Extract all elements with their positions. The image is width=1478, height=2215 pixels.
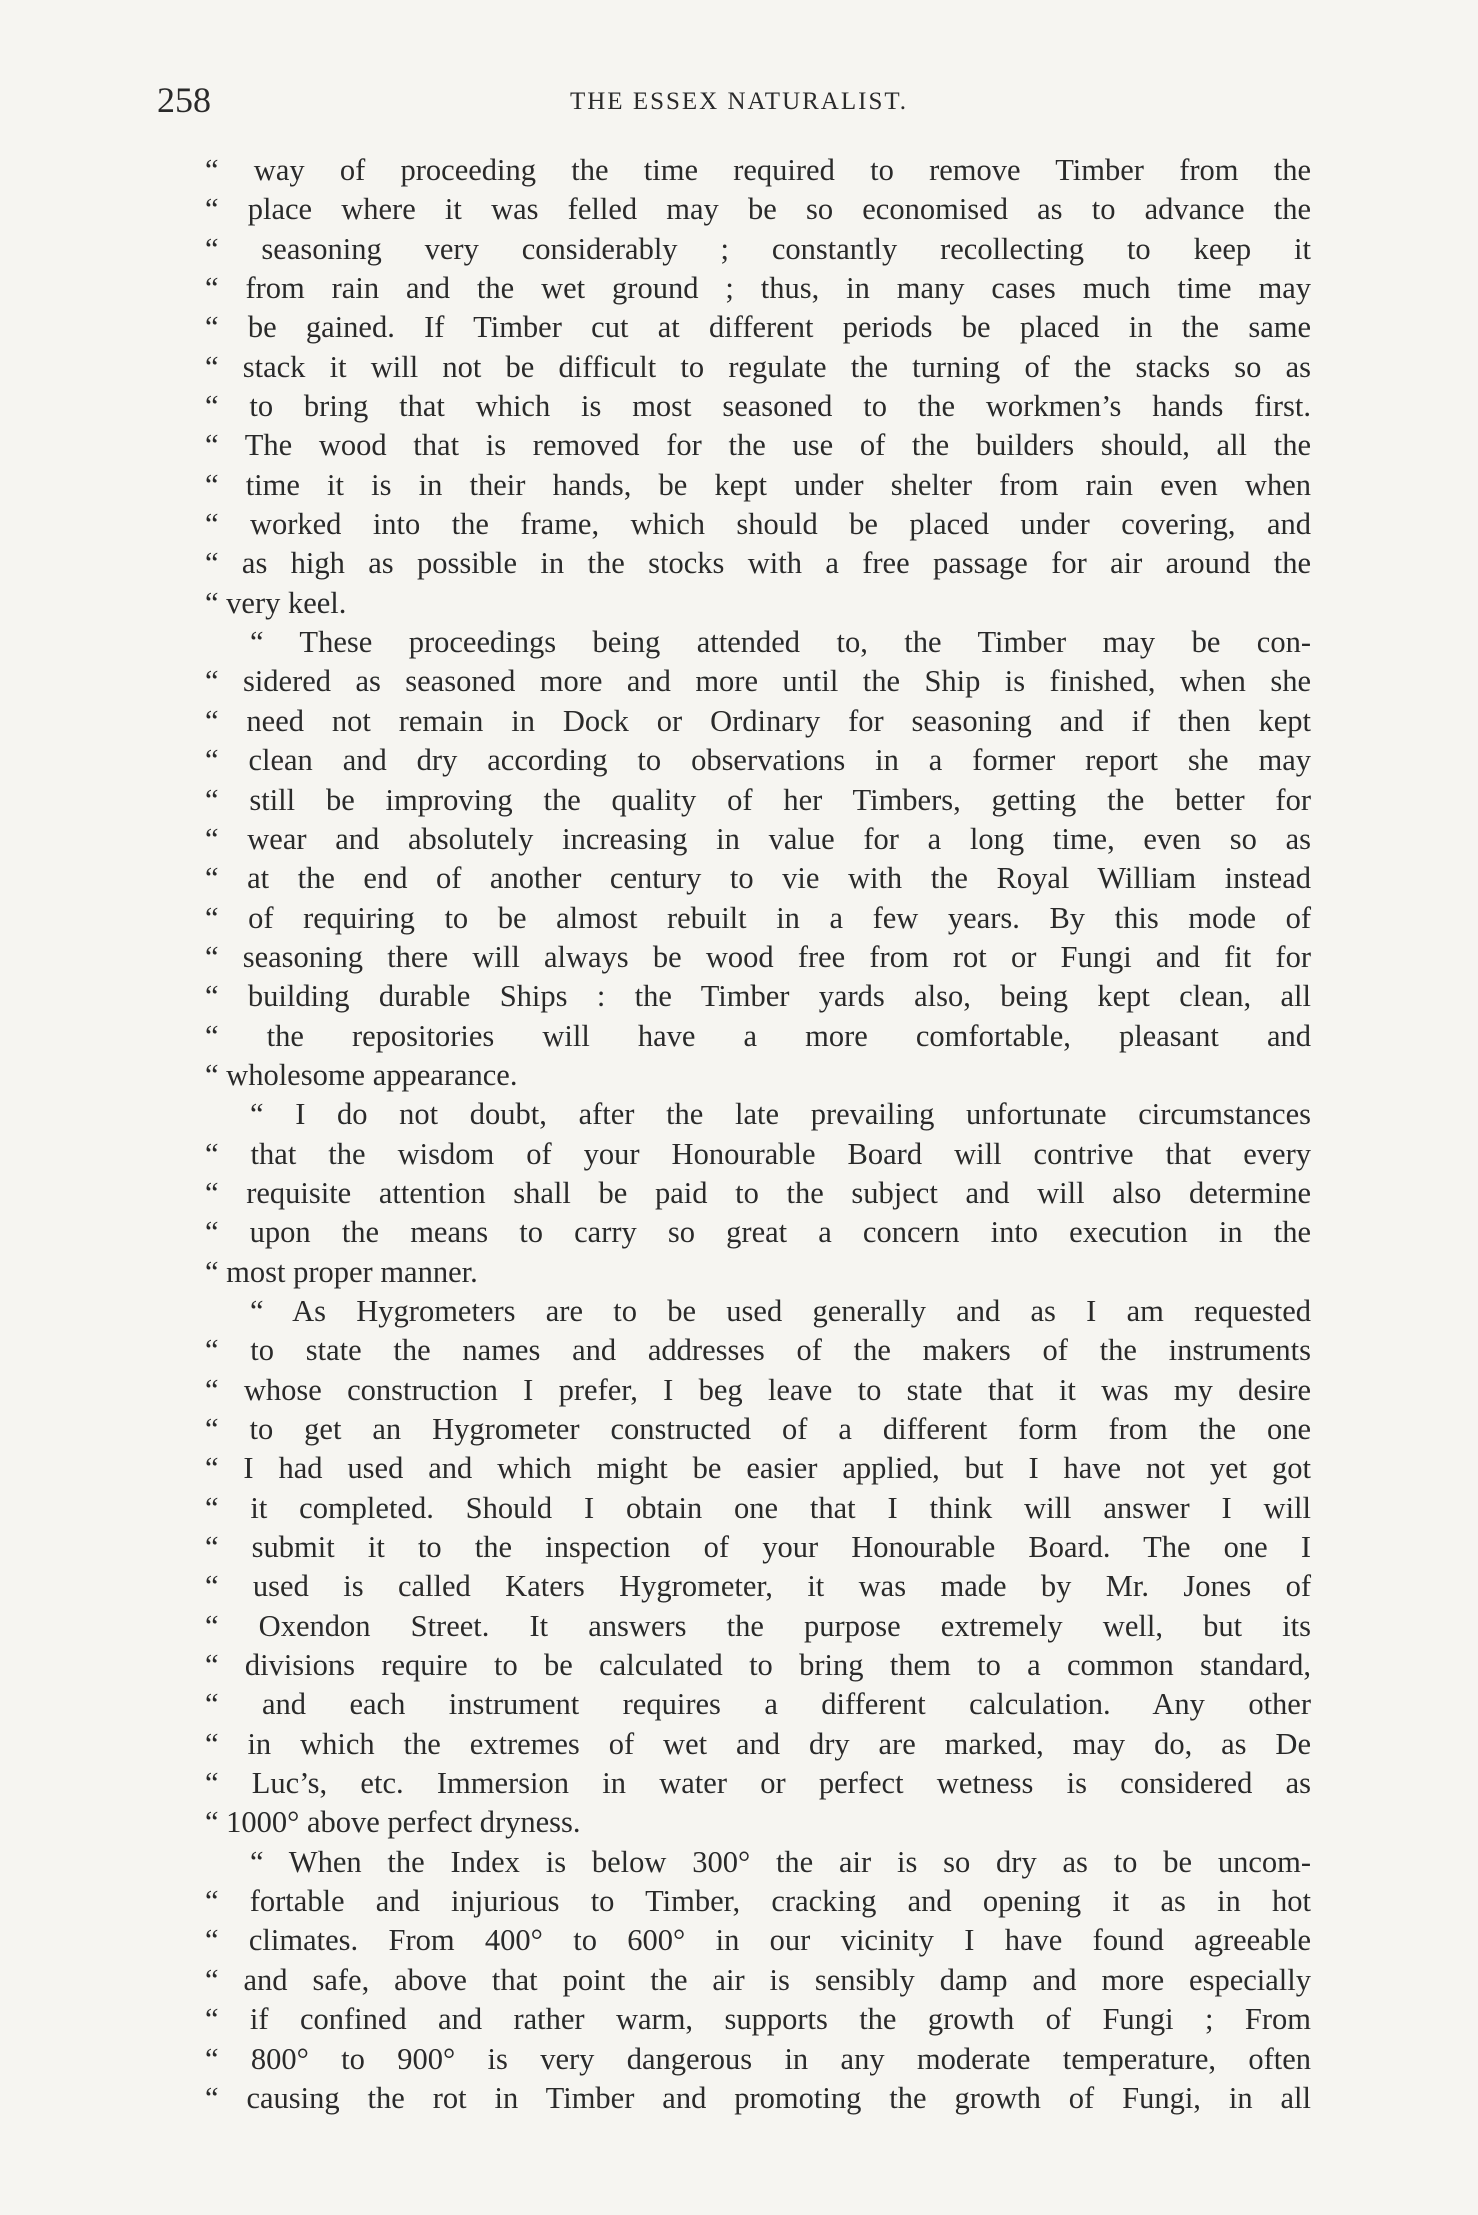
text-line: “ time it is in their hands, be kept under shelter from rain even when bbox=[205, 467, 1311, 502]
text-line: “ climates. From 400° to 600° in our vicinity I have found agreeable bbox=[205, 1923, 1311, 1958]
text-line: “ I had used and which might be easier applied, but I have not yet got bbox=[205, 1451, 1311, 1486]
text-line: “ in which the extremes of wet and dry are marked, may do, as De bbox=[205, 1726, 1311, 1761]
text-line: “ wear and absolutely increasing in value for a long time, even so as bbox=[205, 821, 1311, 856]
text-line: “ Oxendon Street. It answers the purpose extremely well, but its bbox=[205, 1608, 1311, 1643]
text-line: “ When the Index is below 300° the air is so dry as to be uncom- bbox=[250, 1844, 1311, 1879]
text-line: “ place where it was felled may be so economised as to advance the bbox=[205, 192, 1311, 227]
text-line: “ as high as possible in the stocks with a free passage for air around the bbox=[205, 546, 1311, 581]
text-line: “ I do not doubt, after the late prevailing unfortunate circumstances bbox=[250, 1097, 1311, 1132]
text-line: “ if confined and rather warm, supports the growth of Fungi ; From bbox=[205, 2002, 1311, 2037]
text-line: “ wholesome appearance. bbox=[205, 1057, 518, 1092]
text-line: “ it completed. Should I obtain one that I think will answer I will bbox=[205, 1490, 1311, 1525]
text-line: “ seasoning very considerably ; constantly recollecting to keep it bbox=[205, 231, 1311, 266]
text-line: “ way of proceeding the time required to remove Timber from the bbox=[205, 153, 1311, 187]
text-line: “ divisions require to be calculated to bring them to a common standard, bbox=[205, 1648, 1311, 1683]
text-line: “ used is called Katers Hygrometer, it was made by Mr. Jones of bbox=[205, 1569, 1311, 1604]
text-line: “ from rain and the wet ground ; thus, in many cases much time may bbox=[205, 271, 1311, 306]
text-line: “ 800° to 900° is very dangerous in any moderate temperature, often bbox=[205, 2041, 1311, 2076]
text-line: “ Luc’s, etc. Immersion in water or perfect wetness is considered as bbox=[205, 1766, 1311, 1801]
text-line: “ whose construction I prefer, I beg leave to state that it was my desire bbox=[205, 1372, 1311, 1407]
text-line: “ building durable Ships : the Timber yards also, being kept clean, all bbox=[205, 979, 1311, 1014]
text-line: “ to state the names and addresses of the makers of the instruments bbox=[205, 1333, 1311, 1368]
text-line: “ clean and dry according to observations in a former report she may bbox=[205, 743, 1311, 778]
text-line: “ and safe, above that point the air is sensibly damp and more especially bbox=[205, 1962, 1311, 1997]
text-line: “ The wood that is removed for the use of the builders should, all the bbox=[205, 428, 1311, 463]
text-line: “ need not remain in Dock or Ordinary for seasoning and if then kept bbox=[205, 703, 1311, 738]
text-line: “ requisite attention shall be paid to the subject and will also determine bbox=[205, 1175, 1311, 1210]
text-line: “ seasoning there will always be wood free from rot or Fungi and fit for bbox=[205, 939, 1311, 974]
page-header bbox=[157, 78, 1321, 122]
text-line: “ sidered as seasoned more and more until the Ship is finished, when she bbox=[205, 664, 1311, 699]
text-line: “ These proceedings being attended to, the Timber may be con- bbox=[250, 625, 1311, 660]
text-line: “ As Hygrometers are to be used generally and as I am requested bbox=[250, 1293, 1311, 1328]
text-line: “ that the wisdom of your Honourable Board will contrive that every bbox=[205, 1136, 1311, 1171]
body-text bbox=[205, 151, 1311, 2118]
text-line: “ worked into the frame, which should be placed under covering, and bbox=[205, 507, 1311, 542]
text-line: “ at the end of another century to vie with the Royal William instead bbox=[205, 861, 1311, 896]
text-line: “ to bring that which is most seasoned to the workmen’s hands first. bbox=[205, 389, 1311, 424]
page-number: 258 bbox=[157, 80, 211, 120]
text-line: “ upon the means to carry so great a concern into execution in the bbox=[205, 1215, 1311, 1250]
text-line: “ most proper manner. bbox=[205, 1254, 478, 1289]
text-line: “ and each instrument requires a different calculation. Any other bbox=[205, 1687, 1311, 1722]
text-line: “ causing the rot in Timber and promoting the growth of Fungi, in all bbox=[205, 2080, 1311, 2115]
text-line: “ submit it to the inspection of your Honourable Board. The one I bbox=[205, 1530, 1311, 1565]
text-line: “ still be improving the quality of her Timbers, getting the better for bbox=[205, 782, 1311, 817]
text-line: “ very keel. bbox=[205, 585, 347, 620]
text-line: “ of requiring to be almost rebuilt in a few years. By this mode of bbox=[205, 900, 1311, 935]
text-line: “ 1000° above perfect dryness. bbox=[205, 1805, 581, 1840]
text-line: “ be gained. If Timber cut at different periods be placed in the same bbox=[205, 310, 1311, 345]
text-line: “ the repositories will have a more comfortable, pleasant and bbox=[205, 1018, 1311, 1053]
running-head: THE ESSEX NATURALIST. bbox=[569, 88, 909, 115]
text-line: “ fortable and injurious to Timber, cracking and opening it as in hot bbox=[205, 1884, 1311, 1919]
text-line: “ to get an Hygrometer constructed of a different form from the one bbox=[205, 1412, 1311, 1446]
text-line: “ stack it will not be difficult to regulate the turning of the stacks so as bbox=[205, 349, 1311, 384]
